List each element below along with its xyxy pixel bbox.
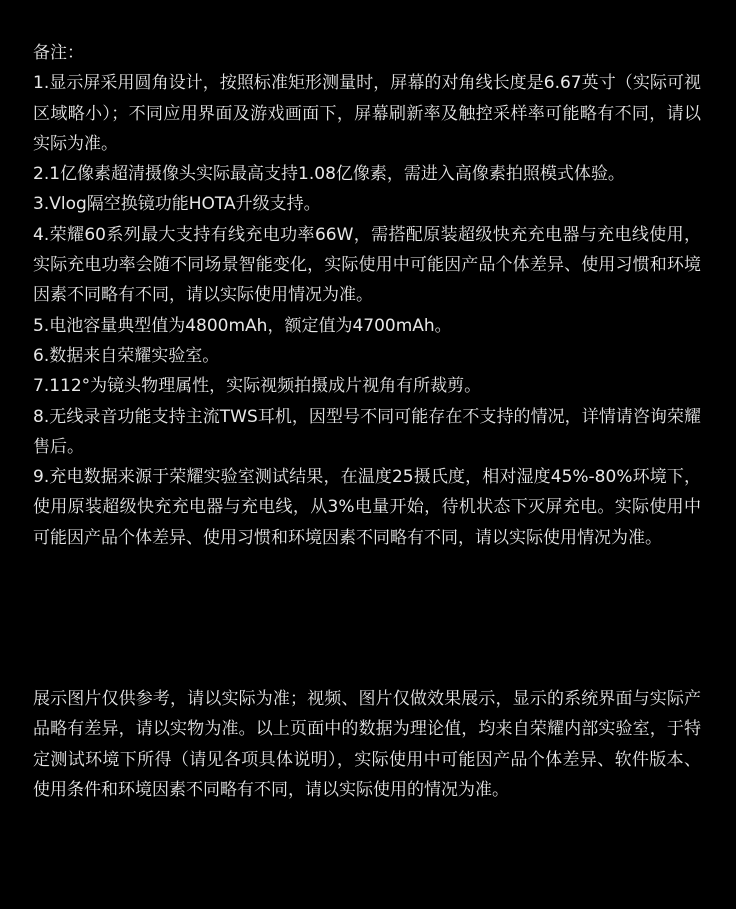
note-item-3: 3.Vlog隔空换镜功能HOTA升级支持。: [33, 194, 321, 215]
note-item-7: 7.112°为镜头物理属性，实际视频拍摄成片视角有所裁剪。: [33, 376, 482, 397]
note-item-6: 6.数据来自荣耀实验室。: [33, 345, 220, 366]
notes-section: [33, 38, 701, 553]
note-item-4: 4.荣耀60系列最大支持有线充电功率66W，需搭配原装超级快充充电器与充电线使用，实际充电功率会随不同场景智能变化，实际使用中可能因产品个体差异、使用习惯和环境因素不同略有不同，请以实际使用情况为准。: [33, 224, 701, 306]
note-item-2: 2.1亿像素超清摄像头实际最高支持1.08亿像素，需进入高像素拍照模式体验。: [33, 164, 625, 185]
note-item-8: 8.无线录音功能支持主流TWS耳机，因型号不同可能存在不支持的情况，详情请咨询荣耀售后。: [33, 406, 701, 457]
note-item-9: 9.充电数据来源于荣耀实验室测试结果，在温度25摄氏度，相对湿度45%-80%环境下，使用原装超级快充充电器与充电线，从3%电量开始，待机状态下灭屏充电。实际使用中可能因产品个体差异、使用习惯和环境因素不同略有不同，请以实际使用情况为准。: [33, 467, 701, 548]
notes-heading: 备注：: [33, 43, 84, 63]
disclaimer-text: 展示图片仅供参考，请以实际为准；视频、图片仅做效果展示，显示的系统界面与实际产品略有差异，请以实物为准。以上页面中的数据为理论值，均来自荣耀内部实验室，于特定测试环境下所得（请见各项具体说明），实际使用中可能因产品个体差异、软件版本、使用条件和环境因素不同略有不同，请以实际使用的情况为准。: [33, 689, 701, 800]
note-item-1: 1.显示屏采用圆角设计，按照标准矩形测量时，屏幕的对角线长度是6.67英寸（实际可视区域略小）；不同应用界面及游戏画面下，屏幕刷新率及触控采样率可能略有不同，请以实际为准。: [33, 73, 701, 154]
note-item-5: 5.电池容量典型值为4800mAh，额定值为4700mAh。: [33, 315, 452, 336]
disclaimer-section: [33, 684, 701, 805]
